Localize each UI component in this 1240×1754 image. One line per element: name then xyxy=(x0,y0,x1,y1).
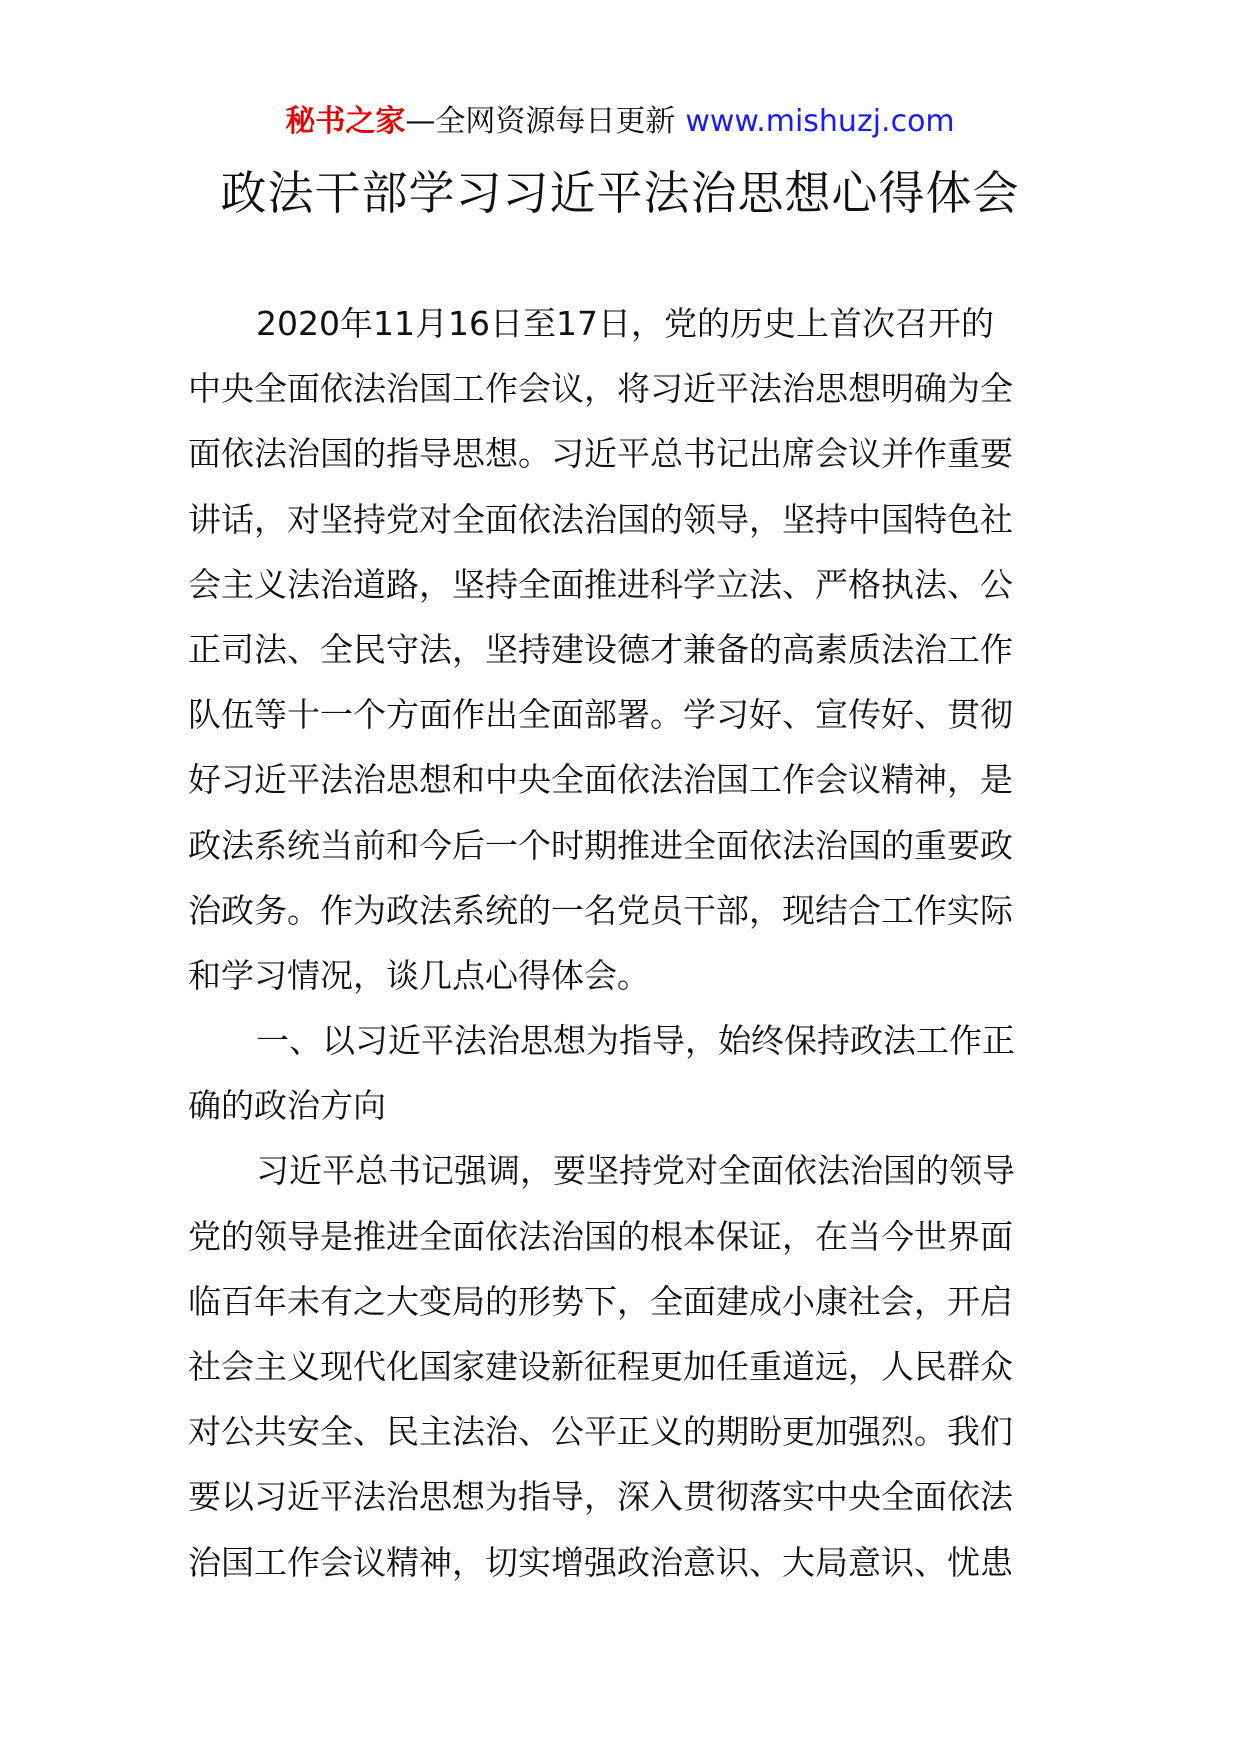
section-heading-line: 一、以习近平法治思想为指导，始终保持政法工作正 xyxy=(256,1021,1015,1061)
paragraph-line: 治政务。作为政法系统的一名党员干部，现结合工作实际 xyxy=(188,890,1013,930)
header-dash: — xyxy=(405,104,436,139)
paragraph-line: 党的领导是推进全面依法治国的根本保证，在当今世界面 xyxy=(188,1216,1013,1256)
section-heading-line: 确的政治方向 xyxy=(188,1086,386,1126)
paragraph-line: 社会主义现代化国家建设新征程更加任重道远，人民群众 xyxy=(188,1347,1013,1386)
document-body xyxy=(188,291,1048,1595)
paragraph-line: 面依法治国的指导思想。习近平总书记出席会议并作重要 xyxy=(188,434,1013,474)
site-tagline: 全网资源每日更新 xyxy=(435,104,676,139)
paragraph-line: 习近平总书记强调，要坚持党对全面依法治国的领导 xyxy=(256,1151,1015,1191)
paragraph-line: 好习近平法治思想和中央全面依法治国工作会议精神，是 xyxy=(188,760,1013,800)
paragraph-line: 中央全面依法治国工作会议，将习近平法治思想明确为全 xyxy=(188,369,1013,409)
site-url-link[interactable]: www.mishuzj.com xyxy=(685,104,955,139)
paragraph-line: 对公共安全、民主法治、公平正义的期盼更加强烈。我们 xyxy=(188,1412,1013,1452)
paragraph-line: 会主义法治道路，坚持全面推进科学立法、严格执法、公 xyxy=(188,564,1013,604)
paragraph-line: 临百年未有之大变局的形势下，全面建成小康社会，开启 xyxy=(188,1281,1013,1321)
site-brand: 秘书之家 xyxy=(285,104,406,139)
paragraph-line: 和学习情况，谈几点心得体会。 xyxy=(188,955,650,995)
document-title: 政法干部学习习近平法治思想心得体会 xyxy=(220,166,1020,220)
paragraph-line: 讲话，对坚持党对全面依法治国的领导，坚持中国特色社 xyxy=(188,499,1013,539)
paragraph-line: 2020年11月16日至17日，党的历史上首次召开的 xyxy=(256,304,994,343)
paragraph-line: 要以习近平法治思想为指导，深入贯彻落实中央全面依法 xyxy=(188,1477,1013,1517)
site-header xyxy=(0,100,1240,144)
paragraph-line: 正司法、全民守法，坚持建设德才兼备的高素质法治工作 xyxy=(188,629,1013,669)
paragraph-line: 政法系统当前和今后一个时期推进全面依法治国的重要政 xyxy=(188,825,1013,865)
paragraph-line: 治国工作会议精神，切实增强政治意识、大局意识、忧患 xyxy=(188,1542,1013,1582)
paragraph-line: 队伍等十一个方面作出全面部署。学习好、宣传好、贯彻 xyxy=(188,695,1013,735)
